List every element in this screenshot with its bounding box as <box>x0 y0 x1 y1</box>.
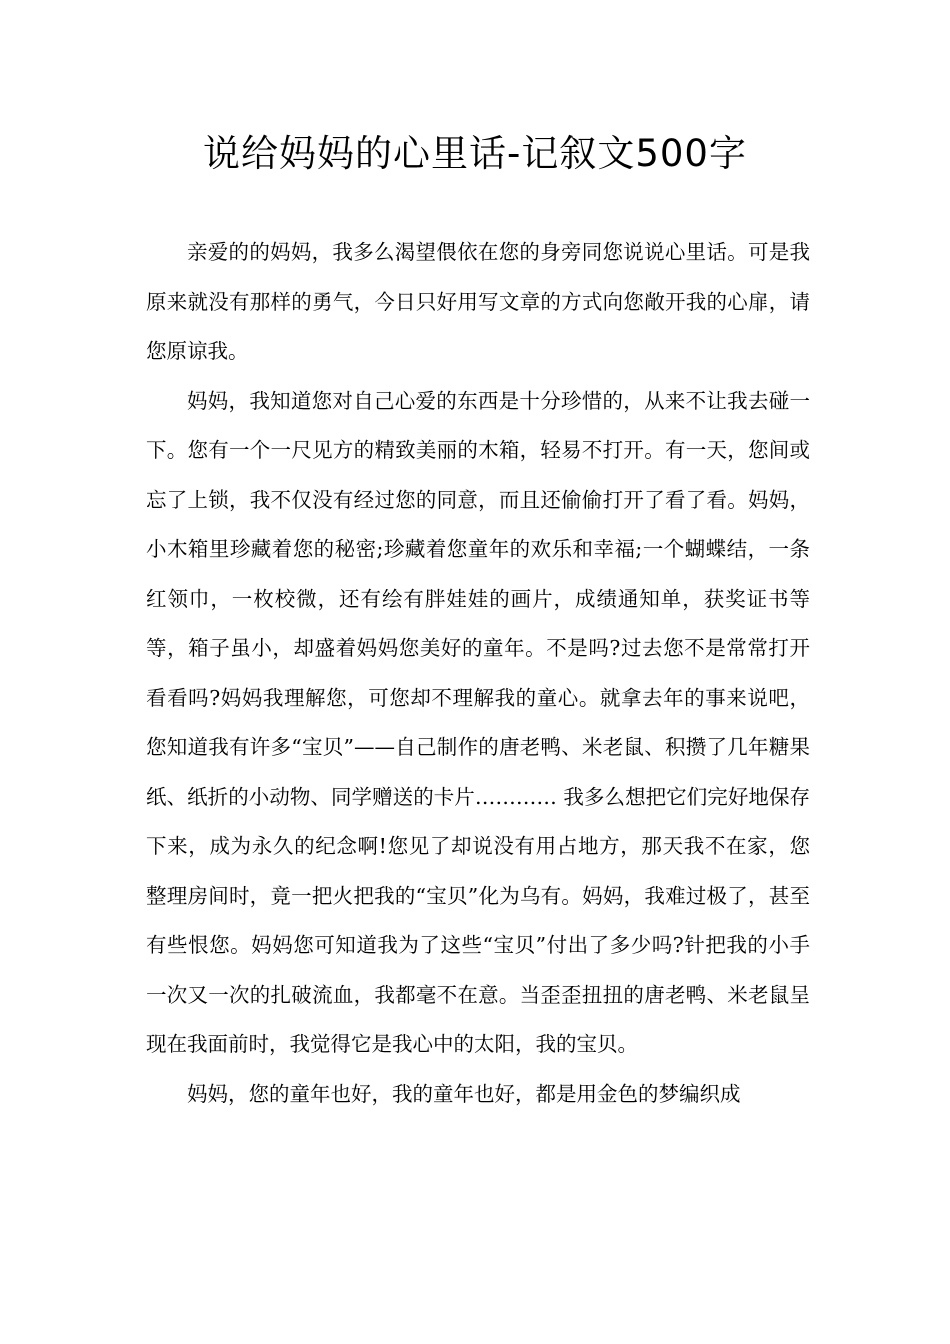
document-title: 说给妈妈的心里话-记叙文500字 <box>203 132 747 175</box>
document-body <box>146 228 810 1119</box>
paragraph: 亲爱的的妈妈，我多么渴望偎依在您的身旁同您说说心里话。可是我原来就没有那样的勇气，今日只好用写文章的方式向您敞开我的心扉，请您原谅我。 <box>146 240 810 363</box>
paragraph: 妈妈，您的童年也好，我的童年也好，都是用金色的梦编织成 <box>187 1081 741 1106</box>
paragraph: 妈妈，我知道您对自己心爱的东西是十分珍惜的，从来不让我去碰一下。您有一个一尺见方的精致美丽的木箱，轻易不打开。有一天，您间或忘了上锁，我不仅没有经过您的同意，而且还偷偷打开了看了看。妈妈，小木箱里珍藏着您的秘密;珍藏着您童年的欢乐和幸福;一个蝴蝶结，一条红领巾，一枚校微，还有绘有胖娃娃的画片，成绩通知单，获奖证书等等，箱子虽小，却盛着妈妈您美好的童年。不是吗?过去您不是常常打开看看吗?妈妈我理解您，可您却不理解我的童心。就拿去年的事来说吧，您知道我有许多“宝贝”——自己制作的唐老鸭、米老鼠、积攒了几年糖果纸、纸折的小动物、同学赠送的卡片………… 我多么想把它们完好地保存下来，成为永久的纪念啊!您见了却说没有用占地方，那天我不在家，您整理房间时，竟一把火把我的“宝贝”化为乌有。妈妈，我难过极了，甚至有些恨您。妈妈您可知道我为了这些“宝贝”付出了多少吗?针把我的小手一次又一次的扎破流血，我都毫不在意。当歪歪扭扭的唐老鸭、米老鼠呈现在我面前时，我觉得它是我心中的太阳，我的宝贝。 <box>146 388 810 1056</box>
